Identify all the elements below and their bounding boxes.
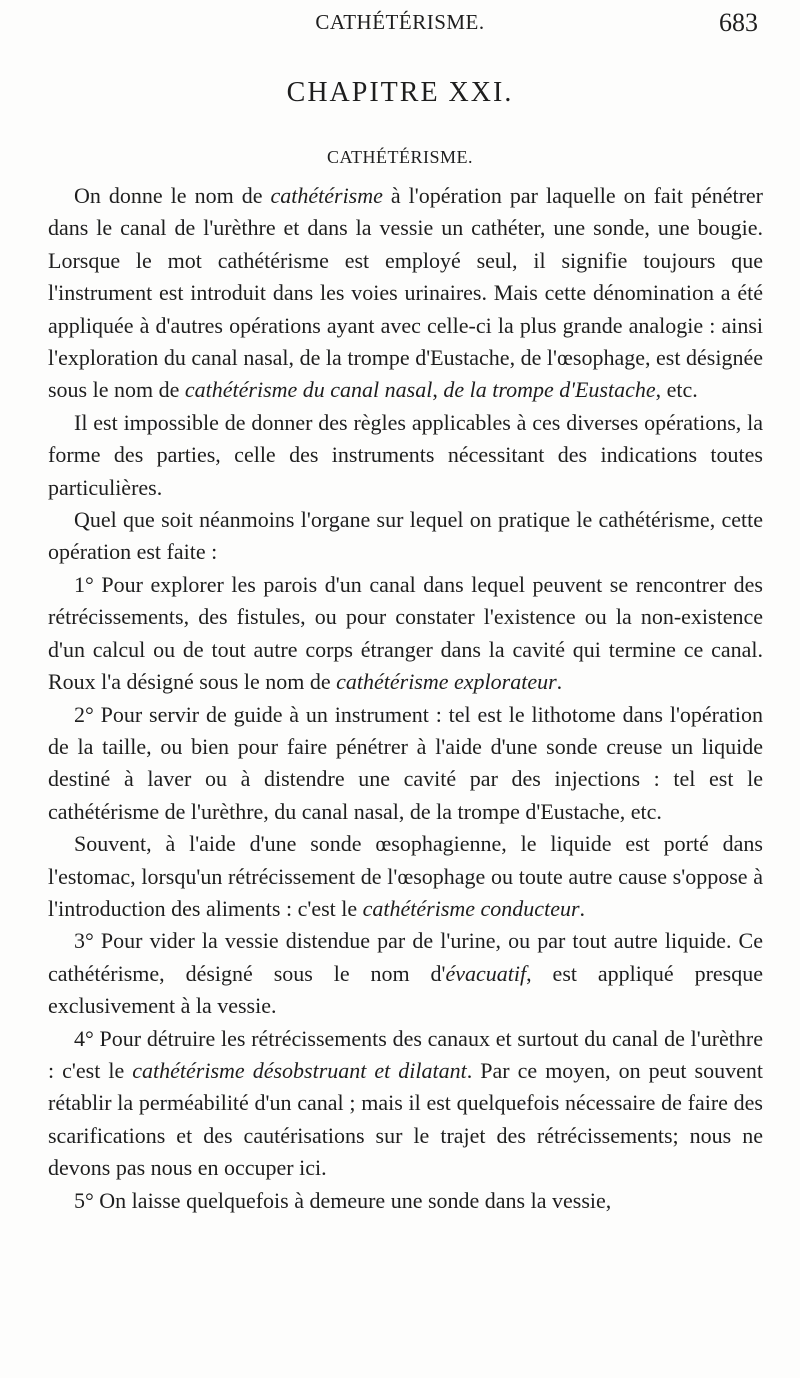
chapter-title: CHAPITRE XXI. bbox=[286, 77, 514, 108]
text-run: On donne le nom de bbox=[74, 183, 271, 208]
paragraph bbox=[48, 569, 763, 699]
text-run: 4° Pour détruire les rétrécissements des canaux et surtout du canal de l'urèthre : c'est le bbox=[48, 1025, 763, 1083]
page-number: 683 bbox=[719, 8, 758, 37]
paragraph bbox=[48, 1023, 763, 1185]
text-run: Il est impossible de donner des règles applicables à ces diverses opérations, la forme des parties, celle des instruments nécessitant des indications toutes particulières. bbox=[48, 409, 763, 500]
text-run: 1° Pour explorer les parois d'un canal dans lequel peuvent se rencontrer des rétrécissements, des fistules, ou pour constater l'existence ou la non-existence d'un calcul ou de tout autre corps étranger dans la cavité qui termine ce canal. Roux l'a désigné sous le nom de bbox=[48, 571, 763, 695]
italic-term: cathétérisme désobstruant et dilatant bbox=[132, 1057, 467, 1083]
italic-term: cathétérisme bbox=[270, 183, 383, 208]
text-run: Quel que soit néanmoins l'organe sur lequel on pratique le cathétérisme, cette opération est faite : bbox=[48, 507, 763, 565]
running-head bbox=[42, 6, 758, 40]
text-run: . bbox=[556, 669, 563, 695]
text-run: 3° Pour vider la vessie distendue par de l'urine, ou par tout autre liquide. Ce cathétérisme, désigné sous le nom d' bbox=[48, 928, 763, 986]
italic-term: évacuatif bbox=[445, 960, 527, 986]
paragraph bbox=[48, 1185, 763, 1217]
text-run: . bbox=[579, 895, 586, 921]
text-run: Souvent, à l'aide d'une sonde œsophagienne, le liquide est porté dans l'estomac, lorsqu'un rétrécissement de l'œsophage ou toute autre cause s'oppose à l'introduction des aliments : c'est le bbox=[48, 831, 763, 921]
text-run: 5° On laisse quelquefois à demeure une sonde dans la vessie, bbox=[74, 1187, 612, 1213]
text-run: , est appliqué presque exclusivement à la vessie. bbox=[48, 960, 763, 1019]
paragraph bbox=[48, 699, 763, 829]
text-run: . Par ce moyen, on peut souvent rétablir la perméabilité d'un canal ; mais il est quelquefois nécessaire de faire des scarifications et des cautérisations sur le trajet des rétrécissements; nous ne devons pas nous en occuper ici. bbox=[48, 1057, 763, 1181]
paragraph bbox=[48, 504, 763, 569]
italic-term: de la trompe d'Eustache bbox=[443, 377, 656, 403]
text-run: , etc. bbox=[655, 377, 698, 403]
text-run: , bbox=[432, 377, 444, 403]
paragraph bbox=[48, 925, 763, 1022]
paragraph bbox=[48, 407, 763, 504]
paragraph bbox=[48, 828, 763, 925]
paragraph bbox=[48, 180, 763, 407]
italic-term: cathétérisme conducteur bbox=[362, 895, 580, 921]
italic-term: cathétérisme explorateur bbox=[336, 669, 557, 695]
body-text bbox=[48, 180, 763, 1217]
text-run: 2° Pour servir de guide à un instrument : tel est le lithotome dans l'opération de la taille, ou bien pour faire pénétrer à l'aide d'une sonde creuse un liquide destiné à laver ou à distendre une cavité par des injections : tel est le cathétérisme de l'urèthre, du canal nasal, de la trompe d'Eustache, etc. bbox=[48, 701, 763, 824]
italic-term: cathétérisme du canal nasal bbox=[184, 377, 433, 403]
text-run: à l'opération par laquelle on fait pénétrer dans le canal de l'urèthre et dans la vessie un cathéter, une sonde, une bougie. Lorsque le mot cathétérisme est employé seul, il signifie toujours que l'instrument est introduit dans les voies urinaires. Mais cette dénomination a été appliquée à d'autres opérations ayant avec celle-ci la plus grande analogie : ainsi l'exploration du canal nasal, de la trompe d'Eustache, de l'œsophage, est désignée sous le nom de bbox=[48, 183, 763, 403]
chapter-subtitle: CATHÉTÉRISME. bbox=[327, 147, 473, 167]
running-title: CATHÉTÉRISME. bbox=[315, 10, 485, 34]
